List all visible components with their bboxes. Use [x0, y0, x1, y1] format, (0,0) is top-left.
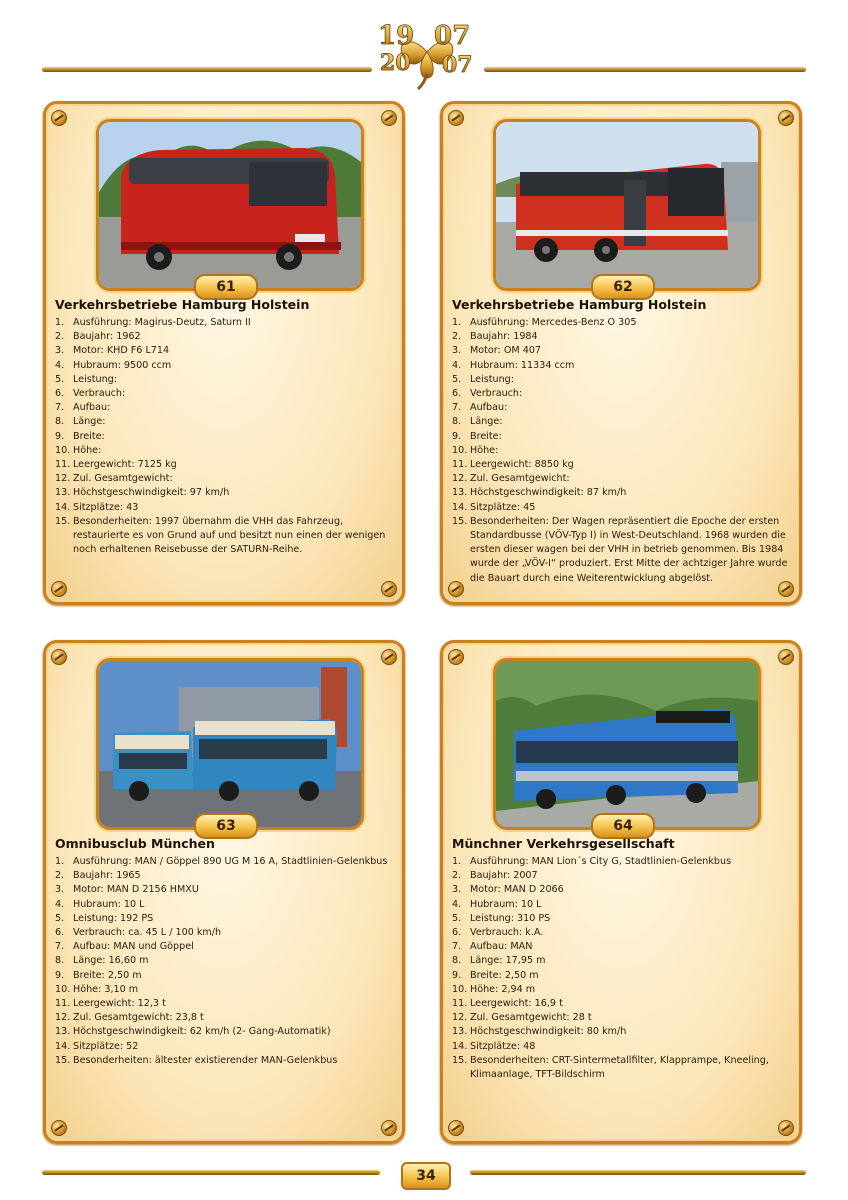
screw-icon	[381, 1120, 397, 1136]
spec-item: 11. Leergewicht: 7125 kg	[55, 459, 177, 471]
spec-item: 9. Breite:	[452, 430, 502, 442]
spec-item: 10. Höhe: 3,10 m	[55, 983, 139, 995]
screw-icon	[448, 110, 464, 126]
spec-item: 9. Breite: 2,50 m	[452, 969, 539, 981]
screw-icon	[381, 110, 397, 126]
spec-item: 8. Länge:	[55, 416, 106, 428]
spec-item: 12. Zul. Gesamtgewicht:	[55, 473, 173, 485]
spec-item: 6. Verbrauch:	[55, 388, 126, 400]
spec-item: 5. Leistung:	[452, 373, 514, 385]
screw-icon	[448, 1120, 464, 1136]
page-number: 34	[401, 1162, 451, 1190]
spec-item: 8. Länge: 16,60 m	[55, 955, 149, 967]
spec-item: 4. Hubraum: 11334 ccm	[452, 359, 575, 371]
bus-number-badge: 63	[194, 813, 258, 839]
footer-rule-right	[470, 1170, 806, 1175]
spec-item: 11. Leergewicht: 16,9 t	[452, 998, 563, 1010]
screw-icon	[448, 649, 464, 665]
header-rule-left	[42, 67, 372, 72]
spec-item: 9. Breite:	[55, 430, 105, 442]
spec-item: 14. Sitzplätze: 43	[55, 501, 139, 513]
spec-item: 7. Aufbau: MAN und Göppel	[55, 941, 194, 953]
spec-list	[55, 855, 399, 1068]
spec-item: 13. Höchstgeschwindigkeit: 80 km/h	[452, 1026, 627, 1038]
spec-item: 14. Sitzplätze: 45	[452, 501, 536, 513]
logo-year-19: 19	[378, 21, 415, 51]
spec-item: 3. Motor: MAN D 2156 HMXU	[55, 884, 199, 896]
spec-item: 13. Höchstgeschwindigkeit: 97 km/h	[55, 487, 230, 499]
anniversary-logo	[372, 14, 482, 90]
spec-item: 1. Ausführung: MAN / Göppel 890 UG M 16 A, Stadtlinien-Gelenkbus	[55, 856, 388, 867]
spec-item: 1. Ausführung: Magirus-Deutz, Saturn II	[55, 317, 251, 328]
spec-item: 14. Sitzplätze: 52	[55, 1040, 139, 1052]
spec-item: 15. Besonderheiten: 1997 übernahm die VHH das Fahrzeug, restaurierte es von Grund auf und besitzt nun einen der wenigen noch erhaltenen Reisebusse der SATURN-Reihe.	[55, 515, 386, 556]
bus-photo	[96, 119, 364, 291]
logo-year-07-top: 07	[434, 21, 471, 51]
spec-item: 14. Sitzplätze: 48	[452, 1040, 536, 1052]
spec-item: 12. Zul. Gesamtgewicht: 23,8 t	[55, 1012, 204, 1024]
spec-item: 1. Ausführung: Mercedes-Benz O 305	[452, 317, 637, 328]
bus-photo	[493, 658, 761, 830]
spec-item: 9. Breite: 2,50 m	[55, 969, 142, 981]
bus-photo	[96, 658, 364, 830]
bus-card-64	[440, 640, 802, 1144]
spec-item: 4. Hubraum: 9500 ccm	[55, 359, 172, 371]
spec-list	[55, 316, 399, 557]
card-title: Omnibusclub München	[55, 836, 215, 851]
bus-number-badge: 61	[194, 274, 258, 300]
spec-item: 12. Zul. Gesamtgewicht:	[452, 473, 570, 485]
spec-item: 7. Aufbau:	[452, 402, 508, 414]
screw-icon	[51, 581, 67, 597]
spec-item: 3. Motor: MAN D 2066	[452, 884, 564, 896]
card-title: Verkehrsbetriebe Hamburg Holstein	[55, 297, 310, 312]
spec-item: 10. Höhe: 2,94 m	[452, 983, 536, 995]
spec-item: 2. Baujahr: 1984	[452, 331, 538, 343]
spec-item: 13. Höchstgeschwindigkeit: 87 km/h	[452, 487, 627, 499]
spec-item: 2. Baujahr: 1965	[55, 870, 141, 882]
card-title: Verkehrsbetriebe Hamburg Holstein	[452, 297, 707, 312]
spec-item: 1. Ausführung: MAN Lion´s City G, Stadtlinien-Gelenkbus	[452, 856, 732, 867]
screw-icon	[51, 110, 67, 126]
spec-item: 11. Leergewicht: 12,3 t	[55, 998, 166, 1010]
logo-year-07-bottom: 07	[442, 52, 473, 78]
logo-year-20: 20	[380, 50, 411, 76]
spec-item: 4. Hubraum: 10 L	[452, 898, 542, 910]
screw-icon	[778, 1120, 794, 1136]
spec-item: 6. Verbrauch: ca. 45 L / 100 km/h	[55, 927, 222, 939]
spec-item: 6. Verbrauch: k.A.	[452, 927, 544, 939]
spec-item: 8. Länge:	[452, 416, 503, 428]
spec-list	[452, 316, 796, 586]
card-title: Münchner Verkehrsgesellschaft	[452, 836, 675, 851]
spec-list	[452, 855, 796, 1082]
spec-item: 13. Höchstgeschwindigkeit: 62 km/h (2- Gang-Automatik)	[55, 1026, 331, 1038]
bus-photo	[493, 119, 761, 291]
spec-item: 7. Aufbau: MAN	[452, 941, 533, 953]
spec-item: 12. Zul. Gesamtgewicht: 28 t	[452, 1012, 592, 1024]
spec-item: 5. Leistung: 310 PS	[452, 912, 551, 924]
screw-icon	[381, 581, 397, 597]
screw-icon	[51, 1120, 67, 1136]
spec-item: 15. Besonderheiten: Der Wagen repräsentiert die Epoche der ersten Standardbusse (VÖV-Typ I) in West-Deutschland. 1968 wurden die ersten dieser wagen bei der VHH in betrieb genommen. Bis 1984 wurde der „VÖV-I“ produziert. Erst Mitte der achtziger Jahre wurde die Bauart durch eine Weiterentwicklung abgelöst.	[452, 515, 788, 584]
spec-item: 2. Baujahr: 1962	[55, 331, 141, 343]
bus-card-61	[43, 101, 405, 605]
bus-number-badge: 62	[591, 274, 655, 300]
screw-icon	[51, 649, 67, 665]
bus-card-63	[43, 640, 405, 1144]
spec-item: 2. Baujahr: 2007	[452, 870, 538, 882]
spec-item: 5. Leistung: 192 PS	[55, 912, 154, 924]
header-rule-right	[484, 67, 806, 72]
bus-card-62	[440, 101, 802, 605]
spec-item: 8. Länge: 17,95 m	[452, 955, 546, 967]
spec-item: 10. Höhe:	[55, 444, 102, 456]
spec-item: 10. Höhe:	[452, 444, 499, 456]
spec-item: 5. Leistung:	[55, 373, 117, 385]
screw-icon	[778, 110, 794, 126]
spec-item: 15. Besonderheiten: CRT-Sintermetallfilter, Klapprampe, Kneeling, Klimaanlage, TFT-Bildschirm	[452, 1054, 769, 1081]
spec-item: 3. Motor: OM 407	[452, 345, 542, 357]
spec-item: 3. Motor: KHD F6 L714	[55, 345, 170, 357]
spec-item: 4. Hubraum: 10 L	[55, 898, 145, 910]
screw-icon	[381, 649, 397, 665]
screw-icon	[778, 649, 794, 665]
footer-rule-left	[42, 1170, 380, 1175]
spec-item: 11. Leergewicht: 8850 kg	[452, 459, 574, 471]
bus-number-badge: 64	[591, 813, 655, 839]
spec-item: 7. Aufbau:	[55, 402, 111, 414]
spec-item: 15. Besonderheiten: ältester existierender MAN-Gelenkbus	[55, 1054, 338, 1066]
spec-item: 6. Verbrauch:	[452, 388, 523, 400]
